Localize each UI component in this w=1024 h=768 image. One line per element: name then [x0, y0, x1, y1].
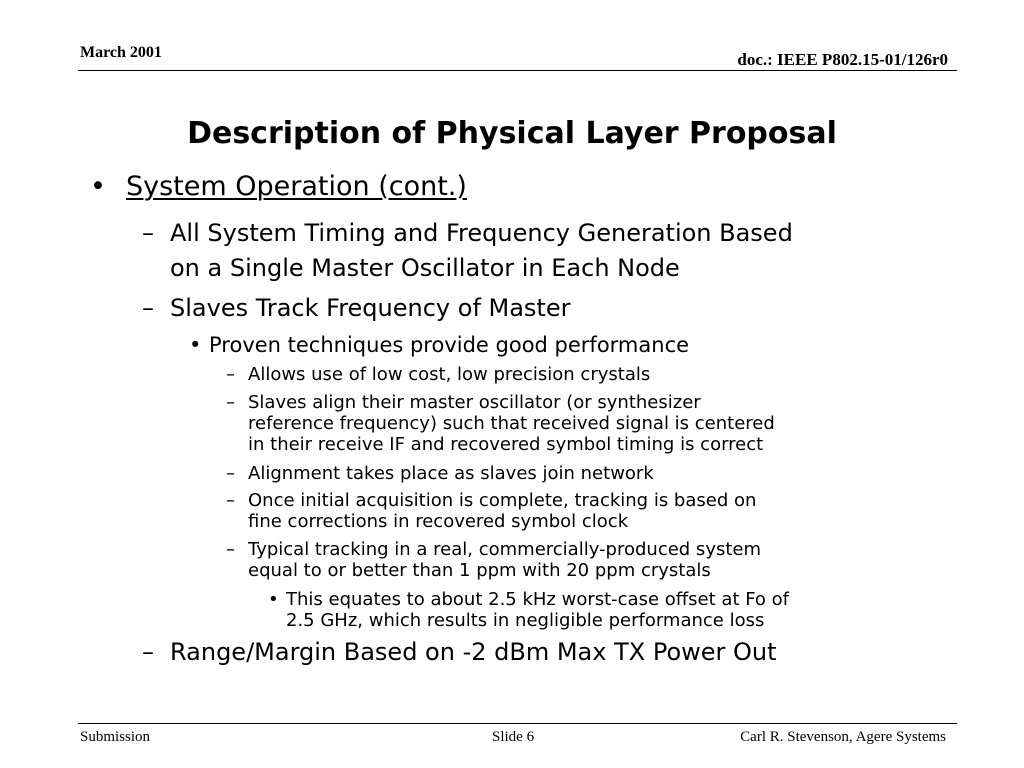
dash-marker: –	[142, 294, 154, 322]
dash-marker: –	[226, 490, 235, 511]
sub-item-timing	[142, 216, 793, 286]
sub-item-line: Range/Margin Based on -2 dBm Max TX Power Out	[170, 638, 777, 666]
bullet-text: System Operation (cont.)	[126, 171, 467, 202]
dash-marker: –	[226, 392, 235, 413]
detail-line: equal to or better than 1 ppm with 20 ppm crystals	[248, 560, 711, 581]
detail-typical-tracking	[226, 539, 762, 581]
detail-low-cost-crystals	[226, 364, 651, 385]
sub-bullet-line: Proven techniques provide good performance	[209, 333, 690, 357]
detail-slaves-align	[226, 392, 775, 455]
detail-line: fine corrections in recovered symbol clock	[248, 511, 629, 532]
sub-item-line: All System Timing and Frequency Generation Based	[170, 219, 793, 247]
header-rule	[78, 70, 957, 71]
sub-item-line: Slaves Track Frequency of Master	[170, 294, 571, 322]
dash-marker: –	[226, 364, 235, 385]
detail-alignment-join	[226, 463, 654, 484]
footer-slide-number: Slide 6	[492, 729, 535, 745]
bullet-marker: •	[189, 333, 202, 357]
bullet-system-operation	[90, 171, 467, 202]
dash-marker: –	[226, 463, 235, 484]
detail-line: Allows use of low cost, low precision crystals	[248, 364, 651, 385]
detail-line: Alignment takes place as slaves join network	[248, 463, 654, 484]
header-doc-id: doc.: IEEE P802.15-01/126r0	[737, 50, 948, 69]
footer-rule	[78, 723, 957, 724]
detail-line: Once initial acquisition is complete, tracking is based on	[248, 490, 757, 511]
detail-line: in their receive IF and recovered symbol timing is correct	[248, 434, 764, 455]
sub-item-slaves-track	[142, 291, 571, 326]
detail-line: Slaves align their master oscillator (or synthesizer	[248, 392, 701, 413]
dash-marker: –	[142, 219, 154, 247]
dash-marker: –	[142, 638, 154, 666]
slide-title: Description of Physical Layer Proposal	[187, 116, 837, 151]
detail-line: reference frequency) such that received signal is centered	[248, 413, 775, 434]
header-date: March 2001	[80, 44, 162, 61]
sub-bullet-proven-techniques	[189, 333, 690, 357]
sub-detail-line: 2.5 GHz, which results in negligible performance loss	[286, 610, 765, 631]
dash-marker: –	[226, 539, 235, 560]
sub-detail-offset	[268, 589, 790, 631]
bullet-marker: •	[90, 171, 106, 202]
detail-acquisition-tracking	[226, 490, 757, 532]
sub-item-range-margin	[142, 635, 777, 670]
sub-item-line: on a Single Master Oscillator in Each Node	[170, 254, 680, 282]
footer-author: Carl R. Stevenson, Agere Systems	[740, 729, 946, 745]
footer-submission: Submission	[80, 729, 151, 745]
detail-line: Typical tracking in a real, commercially-produced system	[248, 539, 762, 560]
sub-detail-line: This equates to about 2.5 kHz worst-case offset at Fo of	[286, 589, 790, 610]
bullet-marker: •	[268, 589, 279, 610]
